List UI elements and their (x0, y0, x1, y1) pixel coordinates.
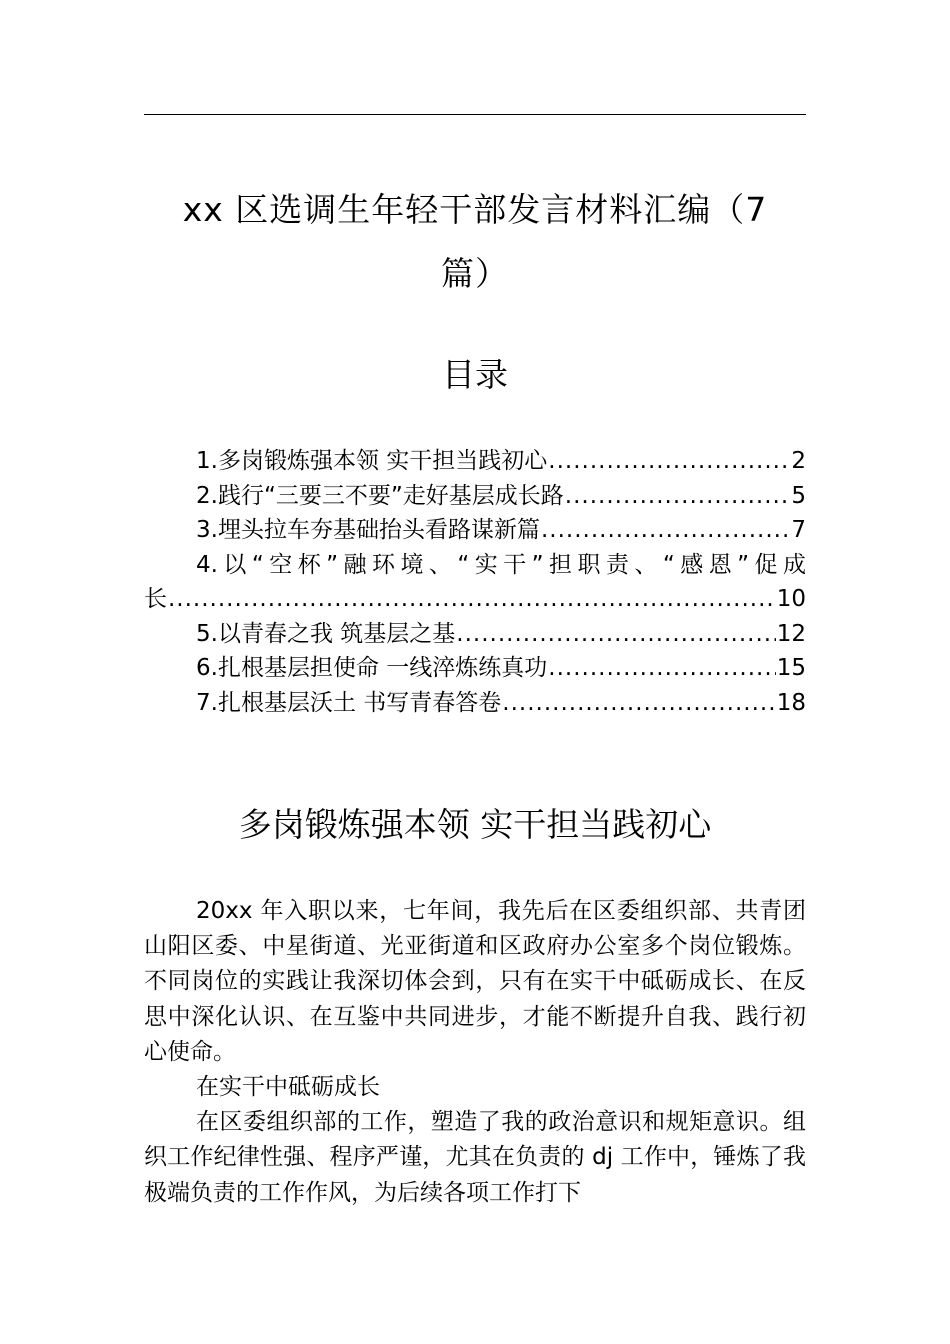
toc-entry-page: 7 (791, 517, 806, 543)
toc-entry-title-line-2: 长 (144, 586, 167, 612)
toc-leader-dots (502, 686, 775, 721)
subheading-paragraph: 在实干中砥砺成长 (196, 1074, 380, 1101)
toc-entry-page: 10 (776, 586, 806, 612)
toc-entry-page: 5 (791, 482, 806, 509)
toc-leader-dots (456, 617, 775, 652)
toc-heading: 目录 (442, 355, 508, 394)
toc-entry[interactable] (144, 686, 806, 721)
toc-leader-dots (168, 582, 776, 617)
toc-entry[interactable] (144, 548, 806, 617)
toc-entry-title: 7.扎根基层沃土 书写青春答卷 (196, 689, 502, 716)
toc-leader-dots (541, 513, 790, 548)
section-body (144, 894, 806, 1211)
toc-entry[interactable] (144, 444, 806, 479)
toc-entry-title: 5.以青春之我 筑基层之基 (196, 620, 456, 647)
toc-leader-dots (565, 479, 791, 514)
header-rule (144, 114, 806, 115)
toc-entry-page: 15 (776, 655, 806, 681)
toc-entry-page: 12 (776, 620, 806, 647)
toc-entry[interactable] (144, 617, 806, 652)
section-title: 多岗锻炼强本领 实干担当践初心 (238, 805, 712, 844)
toc-leader-dots (548, 444, 790, 479)
toc-entry-title: 6.扎根基层担使命 一线淬炼练真功 (196, 655, 548, 681)
toc-entry-page: 18 (776, 689, 806, 716)
toc-entry-page: 2 (791, 448, 806, 474)
toc-entry-title-line-1: 4.以“空杯”融环境、“实干”担职责、“感恩”促成 (196, 551, 806, 578)
toc-entry[interactable] (144, 651, 806, 686)
toc-entry[interactable] (144, 513, 806, 548)
document-title (144, 178, 806, 306)
document-title-line-1: xx 区选调生年轻干部发言材料汇编（7 (182, 190, 768, 229)
toc-entry-title: 3.埋头拉车夯基础抬头看路谋新篇 (196, 517, 540, 543)
toc-leader-dots (548, 651, 775, 686)
toc-entry[interactable] (144, 479, 806, 514)
body-paragraph: 20xx 年入职以来，七年间，我先后在区委组织部、共青团山阳区委、中星街道、光亚街道和区政府办公室多个岗位锻炼。不同岗位的实践让我深切体会到，只有在实干中砥砺成长、在反思中深化认识、在互鉴中共同进步，才能不断提升自我、践行初心使命。 (144, 898, 806, 1065)
document-title-line-2: 篇） (441, 254, 509, 293)
toc-entry-continuation (144, 582, 806, 617)
body-paragraph: 在区委组织部的工作，塑造了我的政治意识和规矩意识。组织工作纪律性强、程序严谨，尤其在负责的 dj 工作中，锤炼了我极端负责的工作作风，为后续各项工作打下 (144, 1109, 806, 1206)
table-of-contents (144, 444, 806, 720)
toc-entry-title: 1.多岗锻炼强本领 实干担当践初心 (196, 448, 548, 474)
toc-entry-title: 2.践行“三要三不要”走好基层成长路 (196, 482, 564, 509)
